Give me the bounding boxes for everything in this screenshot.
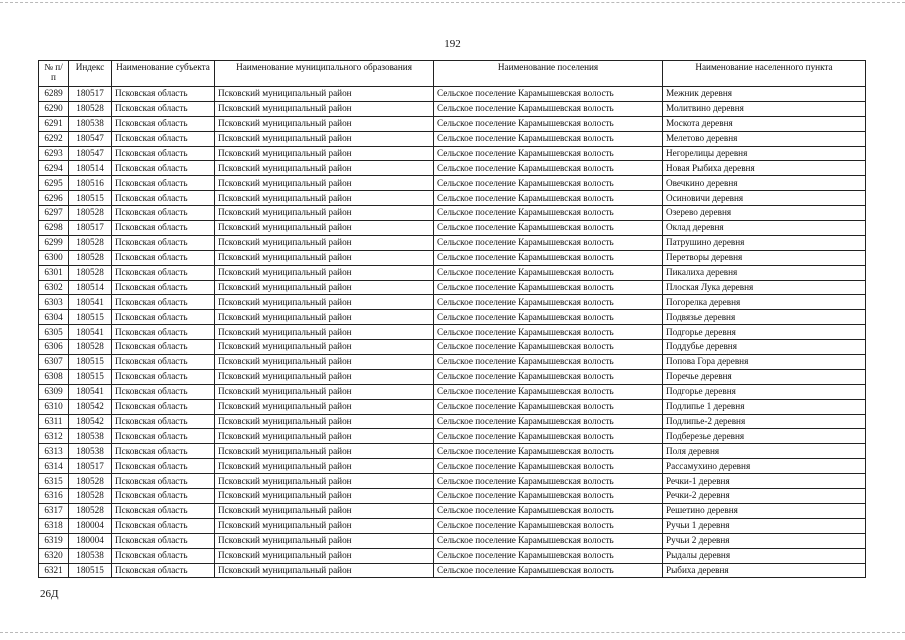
region-name: Псковская область	[112, 548, 215, 563]
row-number: 6319	[39, 533, 69, 548]
table-row	[39, 235, 866, 250]
region-name: Псковская область	[112, 503, 215, 518]
district-name: Псковский муниципальный район	[215, 280, 434, 295]
page-number: 192	[444, 38, 461, 50]
table-row	[39, 295, 866, 310]
settlement-name: Сельское поселение Карамышевская волость	[434, 265, 663, 280]
locality-name: Москота деревня	[663, 116, 866, 131]
row-number: 6315	[39, 474, 69, 489]
locality-name: Поддубье деревня	[663, 340, 866, 355]
postal-index: 180541	[69, 295, 112, 310]
postal-index: 180514	[69, 161, 112, 176]
row-number: 6290	[39, 101, 69, 116]
postal-index: 180517	[69, 87, 112, 102]
district-name: Псковский муниципальный район	[215, 310, 434, 325]
settlement-name: Сельское поселение Карамышевская волость	[434, 176, 663, 191]
row-number: 6302	[39, 280, 69, 295]
district-name: Псковский муниципальный район	[215, 176, 434, 191]
row-number: 6312	[39, 429, 69, 444]
locality-name: Плоская Лука деревня	[663, 280, 866, 295]
row-number: 6303	[39, 295, 69, 310]
district-name: Псковский муниципальный район	[215, 87, 434, 102]
settlement-name: Сельское поселение Карамышевская волость	[434, 146, 663, 161]
district-name: Псковский муниципальный район	[215, 459, 434, 474]
postal-index: 180528	[69, 474, 112, 489]
postal-index: 180515	[69, 355, 112, 370]
settlement-name: Сельское поселение Карамышевская волость	[434, 414, 663, 429]
locality-name: Подвязье деревня	[663, 310, 866, 325]
region-name: Псковская область	[112, 146, 215, 161]
locality-name: Рыбиха деревня	[663, 563, 866, 578]
region-name: Псковская область	[112, 518, 215, 533]
locality-name: Оклад деревня	[663, 221, 866, 236]
row-number: 6305	[39, 325, 69, 340]
table-row	[39, 489, 866, 504]
row-number: 6289	[39, 87, 69, 102]
region-name: Псковская область	[112, 444, 215, 459]
region-name: Псковская область	[112, 429, 215, 444]
row-number: 6298	[39, 221, 69, 236]
district-name: Псковский муниципальный район	[215, 474, 434, 489]
settlement-name: Сельское поселение Карамышевская волость	[434, 369, 663, 384]
column-header-number: № п/п	[39, 61, 69, 87]
locality-name: Решетино деревня	[663, 503, 866, 518]
table-row	[39, 429, 866, 444]
row-number: 6304	[39, 310, 69, 325]
settlement-name: Сельское поселение Карамышевская волость	[434, 429, 663, 444]
row-number: 6295	[39, 176, 69, 191]
postal-index: 180515	[69, 369, 112, 384]
locality-name: Подлипье 1 деревня	[663, 399, 866, 414]
district-name: Псковский муниципальный район	[215, 533, 434, 548]
table-row	[39, 146, 866, 161]
region-name: Псковская область	[112, 563, 215, 578]
region-name: Псковская область	[112, 101, 215, 116]
table-row	[39, 221, 866, 236]
settlement-name: Сельское поселение Карамышевская волость	[434, 533, 663, 548]
locality-name: Поречье деревня	[663, 369, 866, 384]
region-name: Псковская область	[112, 206, 215, 221]
region-name: Псковская область	[112, 176, 215, 191]
table-row	[39, 474, 866, 489]
row-number: 6299	[39, 235, 69, 250]
settlement-name: Сельское поселение Карамышевская волость	[434, 116, 663, 131]
postal-index: 180528	[69, 206, 112, 221]
settlement-name: Сельское поселение Карамышевская волость	[434, 399, 663, 414]
region-name: Псковская область	[112, 250, 215, 265]
settlement-name: Сельское поселение Карамышевская волость	[434, 161, 663, 176]
row-number: 6309	[39, 384, 69, 399]
postal-index: 180541	[69, 384, 112, 399]
region-name: Псковская область	[112, 161, 215, 176]
table-row	[39, 176, 866, 191]
postal-index: 180528	[69, 489, 112, 504]
locality-name: Погорелка деревня	[663, 295, 866, 310]
postal-index: 180541	[69, 325, 112, 340]
locality-name: Подлипье-2 деревня	[663, 414, 866, 429]
locality-name: Овечкино деревня	[663, 176, 866, 191]
table-row	[39, 101, 866, 116]
postal-index: 180004	[69, 518, 112, 533]
row-number: 6307	[39, 355, 69, 370]
district-name: Псковский муниципальный район	[215, 548, 434, 563]
row-number: 6294	[39, 161, 69, 176]
locality-name: Речки-2 деревня	[663, 489, 866, 504]
row-number: 6300	[39, 250, 69, 265]
table-row	[39, 310, 866, 325]
locality-name: Мелетово деревня	[663, 131, 866, 146]
district-name: Псковский муниципальный район	[215, 384, 434, 399]
locality-name: Перетворы деревня	[663, 250, 866, 265]
settlement-name: Сельское поселение Карамышевская волость	[434, 489, 663, 504]
row-number: 6296	[39, 191, 69, 206]
scan-edge-bottom	[0, 632, 905, 634]
sheet-code: 26Д	[40, 588, 59, 600]
region-name: Псковская область	[112, 116, 215, 131]
settlement-name: Сельское поселение Карамышевская волость	[434, 87, 663, 102]
postal-index: 180528	[69, 101, 112, 116]
settlement-name: Сельское поселение Карамышевская волость	[434, 384, 663, 399]
region-name: Псковская область	[112, 310, 215, 325]
table-body	[39, 87, 866, 578]
row-number: 6310	[39, 399, 69, 414]
row-number: 6316	[39, 489, 69, 504]
locality-name: Рассамухино деревня	[663, 459, 866, 474]
postal-index: 180547	[69, 146, 112, 161]
postal-index: 180542	[69, 414, 112, 429]
region-name: Псковская область	[112, 369, 215, 384]
table-row	[39, 265, 866, 280]
postal-index: 180547	[69, 131, 112, 146]
table-row	[39, 131, 866, 146]
district-name: Псковский муниципальный район	[215, 191, 434, 206]
district-name: Псковский муниципальный район	[215, 340, 434, 355]
row-number: 6297	[39, 206, 69, 221]
settlement-name: Сельское поселение Карамышевская волость	[434, 295, 663, 310]
row-number: 6301	[39, 265, 69, 280]
row-number: 6318	[39, 518, 69, 533]
region-name: Псковская область	[112, 489, 215, 504]
postal-index: 180528	[69, 250, 112, 265]
district-name: Псковский муниципальный район	[215, 131, 434, 146]
postal-index: 180515	[69, 310, 112, 325]
settlement-name: Сельское поселение Карамышевская волость	[434, 250, 663, 265]
row-number: 6291	[39, 116, 69, 131]
district-name: Псковский муниципальный район	[215, 295, 434, 310]
settlements-table	[38, 60, 866, 578]
locality-name: Озерево деревня	[663, 206, 866, 221]
settlement-name: Сельское поселение Карамышевская волость	[434, 206, 663, 221]
table-row	[39, 116, 866, 131]
region-name: Псковская область	[112, 325, 215, 340]
column-header-index: Индекс	[69, 61, 112, 87]
district-name: Псковский муниципальный район	[215, 399, 434, 414]
district-name: Псковский муниципальный район	[215, 429, 434, 444]
district-name: Псковский муниципальный район	[215, 444, 434, 459]
region-name: Псковская область	[112, 340, 215, 355]
row-number: 6313	[39, 444, 69, 459]
settlement-name: Сельское поселение Карамышевская волость	[434, 221, 663, 236]
district-name: Псковский муниципальный район	[215, 101, 434, 116]
postal-index: 180517	[69, 459, 112, 474]
postal-index: 180515	[69, 191, 112, 206]
table-row	[39, 459, 866, 474]
locality-name: Новая Рыбиха деревня	[663, 161, 866, 176]
settlement-name: Сельское поселение Карамышевская волость	[434, 548, 663, 563]
region-name: Псковская область	[112, 533, 215, 548]
postal-index: 180004	[69, 533, 112, 548]
table-row	[39, 384, 866, 399]
region-name: Псковская область	[112, 414, 215, 429]
row-number: 6311	[39, 414, 69, 429]
region-name: Псковская область	[112, 459, 215, 474]
row-number: 6321	[39, 563, 69, 578]
settlement-name: Сельское поселение Карамышевская волость	[434, 340, 663, 355]
table-row	[39, 161, 866, 176]
region-name: Псковская область	[112, 295, 215, 310]
settlement-name: Сельское поселение Карамышевская волость	[434, 280, 663, 295]
locality-name: Ручьи 2 деревня	[663, 533, 866, 548]
locality-name: Молитвино деревня	[663, 101, 866, 116]
table-row	[39, 399, 866, 414]
district-name: Псковский муниципальный район	[215, 369, 434, 384]
region-name: Псковская область	[112, 280, 215, 295]
postal-index: 180515	[69, 563, 112, 578]
settlement-name: Сельское поселение Карамышевская волость	[434, 235, 663, 250]
table-row	[39, 325, 866, 340]
district-name: Псковский муниципальный район	[215, 146, 434, 161]
column-header-district: Наименование муниципального образования	[215, 61, 434, 87]
postal-index: 180528	[69, 503, 112, 518]
postal-index: 180528	[69, 340, 112, 355]
settlement-name: Сельское поселение Карамышевская волость	[434, 474, 663, 489]
settlement-name: Сельское поселение Карамышевская волость	[434, 355, 663, 370]
settlement-name: Сельское поселение Карамышевская волость	[434, 131, 663, 146]
district-name: Псковский муниципальный район	[215, 206, 434, 221]
locality-name: Попова Гора деревня	[663, 355, 866, 370]
region-name: Псковская область	[112, 87, 215, 102]
row-number: 6306	[39, 340, 69, 355]
district-name: Псковский муниципальный район	[215, 489, 434, 504]
settlement-name: Сельское поселение Карамышевская волость	[434, 503, 663, 518]
table-row	[39, 206, 866, 221]
postal-index: 180542	[69, 399, 112, 414]
postal-index: 180514	[69, 280, 112, 295]
district-name: Псковский муниципальный район	[215, 503, 434, 518]
region-name: Псковская область	[112, 131, 215, 146]
settlement-name: Сельское поселение Карамышевская волость	[434, 563, 663, 578]
locality-name: Речки-1 деревня	[663, 474, 866, 489]
locality-name: Поля деревня	[663, 444, 866, 459]
settlement-name: Сельское поселение Карамышевская волость	[434, 310, 663, 325]
table-row	[39, 191, 866, 206]
row-number: 6320	[39, 548, 69, 563]
settlement-name: Сельское поселение Карамышевская волость	[434, 325, 663, 340]
postal-index: 180538	[69, 444, 112, 459]
row-number: 6308	[39, 369, 69, 384]
postal-index: 180528	[69, 235, 112, 250]
column-header-region: Наименование субъекта	[112, 61, 215, 87]
region-name: Псковская область	[112, 384, 215, 399]
table-row	[39, 414, 866, 429]
table-row	[39, 503, 866, 518]
locality-name: Негорелицы деревня	[663, 146, 866, 161]
column-header-settlement: Наименование поселения	[434, 61, 663, 87]
table-row	[39, 518, 866, 533]
district-name: Псковский муниципальный район	[215, 265, 434, 280]
district-name: Псковский муниципальный район	[215, 116, 434, 131]
locality-name: Рыдалы деревня	[663, 548, 866, 563]
district-name: Псковский муниципальный район	[215, 235, 434, 250]
row-number: 6314	[39, 459, 69, 474]
table-row	[39, 280, 866, 295]
table-row	[39, 563, 866, 578]
table-row	[39, 340, 866, 355]
settlement-name: Сельское поселение Карамышевская волость	[434, 191, 663, 206]
settlement-name: Сельское поселение Карамышевская волость	[434, 518, 663, 533]
row-number: 6293	[39, 146, 69, 161]
locality-name: Межник деревня	[663, 87, 866, 102]
region-name: Псковская область	[112, 265, 215, 280]
row-number: 6292	[39, 131, 69, 146]
row-number: 6317	[39, 503, 69, 518]
locality-name: Ручьи 1 деревня	[663, 518, 866, 533]
column-header-locality: Наименование населенного пункта	[663, 61, 866, 87]
region-name: Псковская область	[112, 221, 215, 236]
region-name: Псковская область	[112, 399, 215, 414]
district-name: Псковский муниципальный район	[215, 250, 434, 265]
scan-edge-top	[0, 2, 905, 4]
table-row	[39, 548, 866, 563]
region-name: Псковская область	[112, 235, 215, 250]
table-row	[39, 87, 866, 102]
settlement-name: Сельское поселение Карамышевская волость	[434, 444, 663, 459]
table-row	[39, 369, 866, 384]
table-row	[39, 533, 866, 548]
district-name: Псковский муниципальный район	[215, 161, 434, 176]
district-name: Псковский муниципальный район	[215, 563, 434, 578]
region-name: Псковская область	[112, 191, 215, 206]
postal-index: 180528	[69, 265, 112, 280]
region-name: Псковская область	[112, 474, 215, 489]
table-header-row	[39, 61, 866, 87]
district-name: Псковский муниципальный район	[215, 355, 434, 370]
locality-name: Осиновичи деревня	[663, 191, 866, 206]
postal-index: 180538	[69, 548, 112, 563]
district-name: Псковский муниципальный район	[215, 221, 434, 236]
settlement-name: Сельское поселение Карамышевская волость	[434, 459, 663, 474]
locality-name: Подгорье деревня	[663, 325, 866, 340]
table-row	[39, 250, 866, 265]
settlement-name: Сельское поселение Карамышевская волость	[434, 101, 663, 116]
table-row	[39, 444, 866, 459]
postal-index: 180538	[69, 429, 112, 444]
district-name: Псковский муниципальный район	[215, 325, 434, 340]
region-name: Псковская область	[112, 355, 215, 370]
table-row	[39, 355, 866, 370]
locality-name: Патрушино деревня	[663, 235, 866, 250]
district-name: Псковский муниципальный район	[215, 518, 434, 533]
postal-index: 180538	[69, 116, 112, 131]
postal-index: 180516	[69, 176, 112, 191]
locality-name: Пикалиха деревня	[663, 265, 866, 280]
district-name: Псковский муниципальный район	[215, 414, 434, 429]
postal-index: 180517	[69, 221, 112, 236]
locality-name: Подгорье деревня	[663, 384, 866, 399]
locality-name: Подберезье деревня	[663, 429, 866, 444]
